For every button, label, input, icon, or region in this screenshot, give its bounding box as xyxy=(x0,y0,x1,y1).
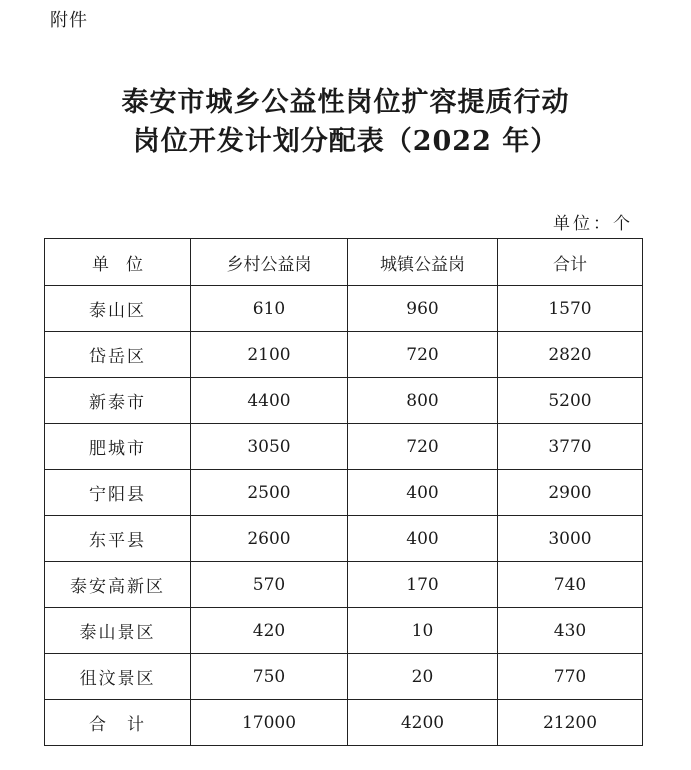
urban-posts-value: 20 xyxy=(348,654,498,700)
urban-posts-value: 400 xyxy=(348,516,498,562)
table-row xyxy=(45,424,643,470)
total-value: 430 xyxy=(498,608,643,654)
urban-posts-value: 960 xyxy=(348,286,498,332)
total-value: 3770 xyxy=(498,424,643,470)
rural-posts-value: 2500 xyxy=(191,470,348,516)
allocation-table xyxy=(44,238,643,746)
grand-total: 21200 xyxy=(498,700,643,746)
urban-posts-total: 4200 xyxy=(348,700,498,746)
urban-posts-value: 720 xyxy=(348,332,498,378)
region-name: 泰山景区 xyxy=(45,608,191,654)
header-urban-posts: 城镇公益岗 xyxy=(348,239,498,286)
total-value: 770 xyxy=(498,654,643,700)
urban-posts-value: 400 xyxy=(348,470,498,516)
total-value: 5200 xyxy=(498,378,643,424)
document-title-line-2: 岗位开发计划分配表（2022 年） xyxy=(132,126,559,157)
region-name: 泰安高新区 xyxy=(45,562,191,608)
region-name: 泰山区 xyxy=(45,286,191,332)
region-name: 肥城市 xyxy=(45,424,191,470)
rural-posts-total: 17000 xyxy=(191,700,348,746)
rural-posts-value: 750 xyxy=(191,654,348,700)
attachment-label: 附件 xyxy=(50,10,88,31)
region-name: 岱岳区 xyxy=(45,332,191,378)
table-row xyxy=(45,562,643,608)
header-total: 合计 xyxy=(498,239,643,286)
table-row xyxy=(45,332,643,378)
document-title-line-1: 泰安市城乡公益性岗位扩容提质行动 xyxy=(121,87,570,118)
region-name: 新泰市 xyxy=(45,378,191,424)
total-value: 3000 xyxy=(498,516,643,562)
table-row xyxy=(45,654,643,700)
urban-posts-value: 170 xyxy=(348,562,498,608)
table-row xyxy=(45,286,643,332)
rural-posts-value: 4400 xyxy=(191,378,348,424)
rural-posts-value: 2100 xyxy=(191,332,348,378)
region-name: 东平县 xyxy=(45,516,191,562)
total-value: 2900 xyxy=(498,470,643,516)
total-value: 740 xyxy=(498,562,643,608)
rural-posts-value: 420 xyxy=(191,608,348,654)
header-unit: 单 位 xyxy=(45,239,191,286)
total-label: 合 计 xyxy=(45,700,191,746)
rural-posts-value: 3050 xyxy=(191,424,348,470)
table-row xyxy=(45,516,643,562)
urban-posts-value: 720 xyxy=(348,424,498,470)
table-row xyxy=(45,378,643,424)
total-value: 1570 xyxy=(498,286,643,332)
rural-posts-value: 2600 xyxy=(191,516,348,562)
region-name: 宁阳县 xyxy=(45,470,191,516)
region-name: 徂汶景区 xyxy=(45,654,191,700)
table-total-row xyxy=(45,700,643,746)
total-value: 2820 xyxy=(498,332,643,378)
rural-posts-value: 610 xyxy=(191,286,348,332)
header-rural-posts: 乡村公益岗 xyxy=(191,239,348,286)
urban-posts-value: 10 xyxy=(348,608,498,654)
table-row xyxy=(45,608,643,654)
urban-posts-value: 800 xyxy=(348,378,498,424)
rural-posts-value: 570 xyxy=(191,562,348,608)
unit-label: 单位：个 xyxy=(553,214,633,234)
table-row xyxy=(45,470,643,516)
table-header-row xyxy=(45,239,643,286)
